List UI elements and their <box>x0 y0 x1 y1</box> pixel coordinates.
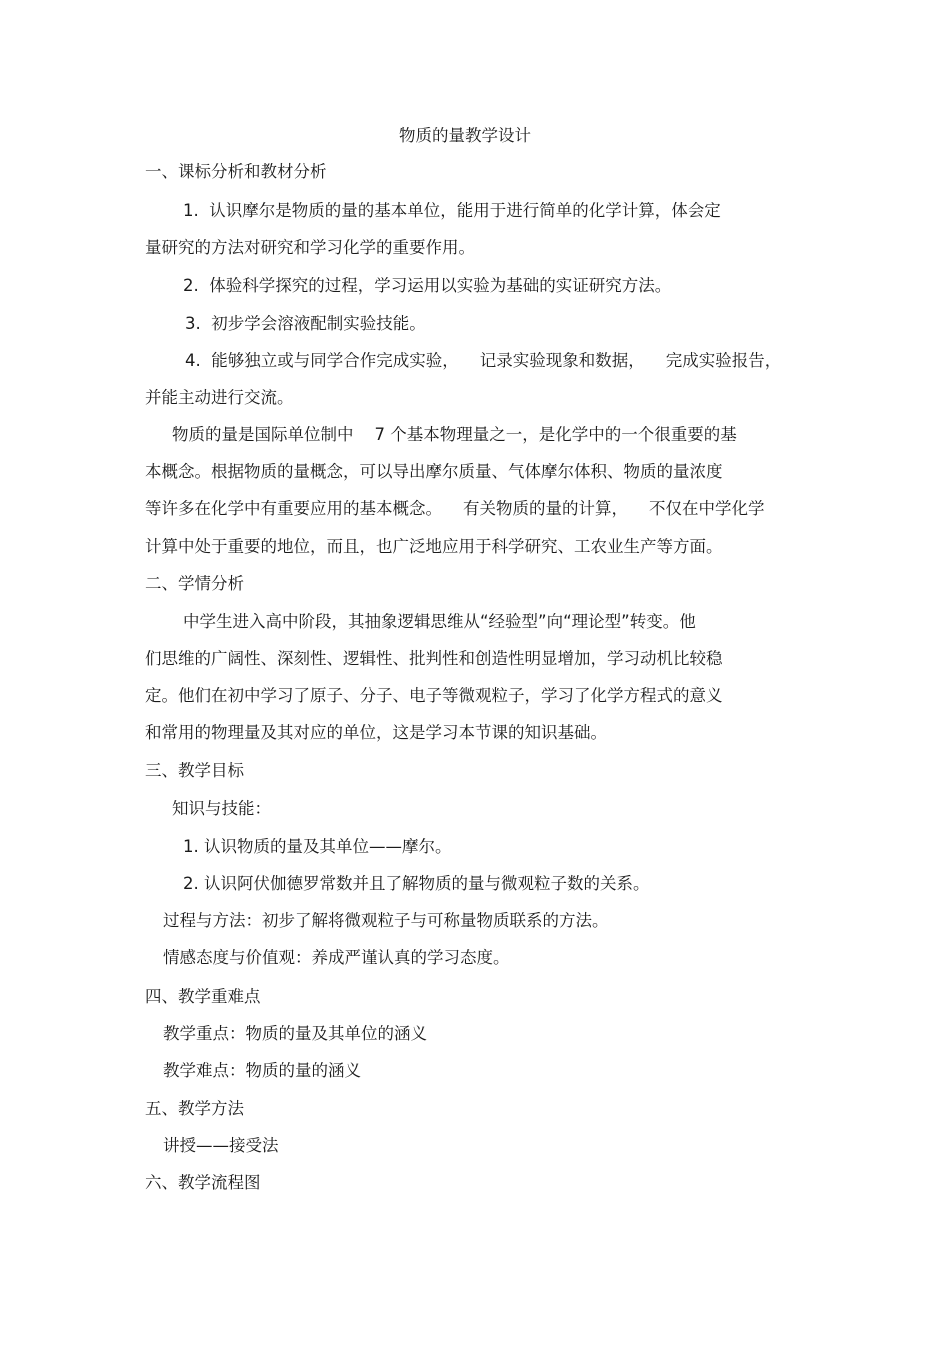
paragraph-line: 3. 初步学会溶液配制实验技能。 <box>185 314 426 333</box>
paragraph-line: 量研究的方法对研究和学习化学的重要作用。 <box>145 238 475 257</box>
difficult-point: 教学难点：物质的量的涵义 <box>163 1061 361 1080</box>
paragraph-line: 计算中处于重要的地位，而且，也广泛地应用于科学研究、工农业生产等方面。 <box>145 537 723 556</box>
paragraph-line: 定。他们在初中学习了原子、分子、电子等微观粒子，学习了化学方程式的意义 <box>145 686 723 705</box>
objective-item: 1. 认识物质的量及其单位——摩尔。 <box>183 837 452 856</box>
paragraph-line: 并能主动进行交流。 <box>145 388 294 407</box>
paragraph-line: 4. 能够独立或与同学合作完成实验， 记录实验现象和数据， 完成实验报告， <box>185 351 782 370</box>
objective-attitude: 情感态度与价值观：养成严谨认真的学习态度。 <box>163 948 510 967</box>
paragraph-line: 们思维的广阔性、深刻性、逻辑性、批判性和创造性明显增加，学习动机比较稳 <box>145 649 723 668</box>
document-title: 物质的量教学设计 <box>399 126 531 145</box>
paragraph-line: 1. 认识摩尔是物质的量的基本单位，能用于进行简单的化学计算，体会定 <box>183 201 721 220</box>
objective-process: 过程与方法：初步了解将微观粒子与可称量物质联系的方法。 <box>163 911 609 930</box>
paragraph-line: 本概念。根据物质的量概念，可以导出摩尔质量、气体摩尔体积、物质的量浓度 <box>145 462 723 481</box>
objective-item: 2. 认识阿伏伽德罗常数并且了解物质的量与微观粒子数的关系。 <box>183 874 650 893</box>
paragraph-line: 物质的量是国际单位制中 7 个基本物理量之一，是化学中的一个很重要的基 <box>172 425 737 444</box>
section-heading-3: 三、教学目标 <box>145 761 244 780</box>
key-point: 教学重点：物质的量及其单位的涵义 <box>163 1024 427 1043</box>
paragraph-line: 和常用的物理量及其对应的单位，这是学习本节课的知识基础。 <box>145 723 607 742</box>
section-heading-1: 一、课标分析和教材分析 <box>145 162 327 181</box>
section-heading-2: 二、学情分析 <box>145 574 244 593</box>
teaching-method: 讲授——接受法 <box>163 1136 279 1155</box>
subheading-knowledge: 知识与技能： <box>172 799 271 818</box>
section-heading-5: 五、教学方法 <box>145 1099 244 1118</box>
paragraph-line: 2. 体验科学探究的过程，学习运用以实验为基础的实证研究方法。 <box>183 276 672 295</box>
section-heading-6: 六、教学流程图 <box>145 1173 261 1192</box>
paragraph-line: 等许多在化学中有重要应用的基本概念。 有关物质的量的计算， 不仅在中学化学 <box>145 499 765 518</box>
section-heading-4: 四、教学重难点 <box>145 987 261 1006</box>
paragraph-line: 中学生进入高中阶段，其抽象逻辑思维从“经验型”向“理论型”转变。他 <box>183 612 696 631</box>
